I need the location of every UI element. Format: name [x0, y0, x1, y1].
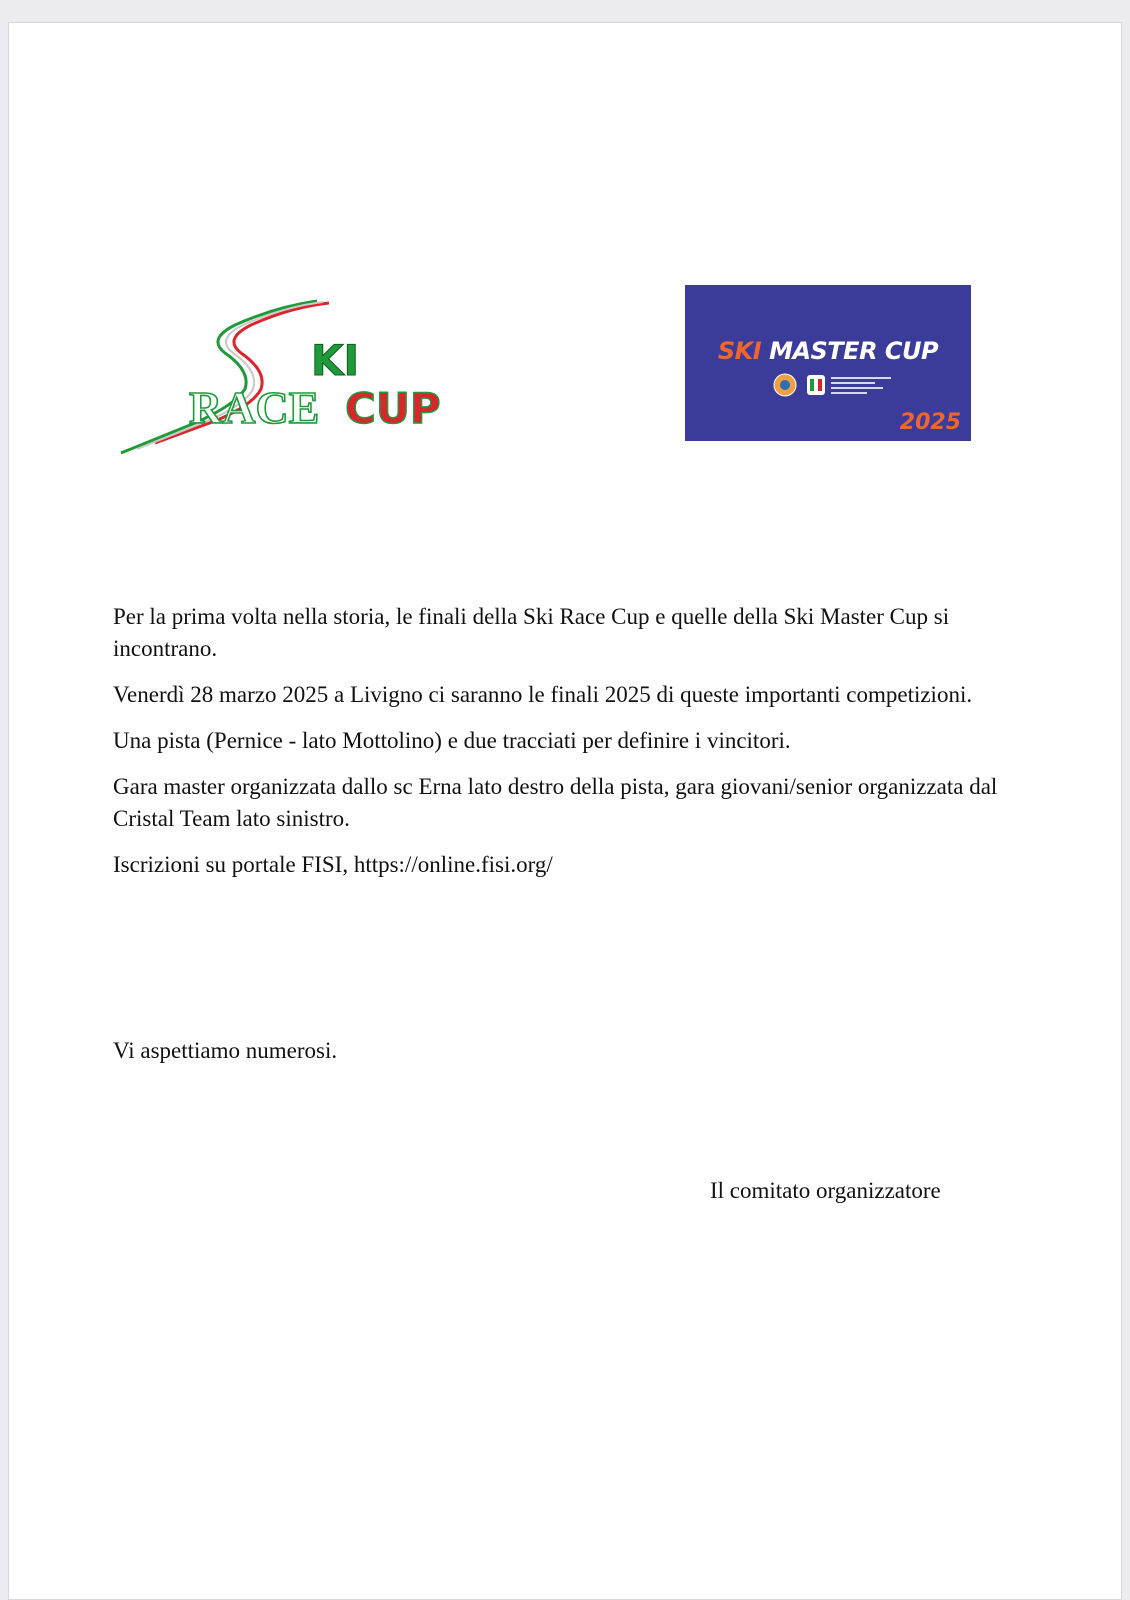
closing-line: Vi aspettiamo numerosi.	[113, 1038, 338, 1063]
ski-master-cup-logo-master-cup: MASTER CUP	[769, 337, 939, 365]
paragraph-date-location: Venerdì 28 marzo 2025 a Livigno ci saranno le finali 2025 di queste importanti competizioni.	[113, 682, 973, 707]
paragraph-intro: Per la prima volta nella storia, le finali della Ski Race Cup e quelle della Ski Master Cup si incontrano.	[113, 604, 950, 661]
paragraph-registration: Iscrizioni su portale FISI, https://online.fisi.org/	[113, 852, 553, 877]
ski-master-cup-logo-ski: SKI	[717, 337, 762, 365]
document-page	[8, 22, 1122, 1600]
paragraph-organization: Gara master organizzata dallo sc Erna lato destro della pista, gara giovani/senior organizzata dal Cristal Team lato sinistro.	[113, 774, 998, 831]
letter-body	[113, 601, 1013, 895]
ski-master-cup-logo-title	[685, 337, 971, 365]
ski-master-cup-logo	[685, 285, 971, 441]
ski-race-cup-logo-ki: KI	[311, 336, 360, 385]
ski-master-cup-logo-year: 2025	[899, 410, 961, 435]
paragraph-track: Una pista (Pernice - lato Mottolino) e due tracciati per definire i vincitori.	[113, 728, 791, 753]
ski-race-cup-logo	[115, 293, 475, 463]
ski-race-cup-logo-graphic	[115, 293, 475, 463]
federation-badges-icon	[773, 371, 903, 399]
ski-race-cup-logo-race: RACE	[189, 382, 320, 433]
ski-race-cup-logo-cup: CUP	[345, 384, 441, 433]
signature: Il comitato organizzatore	[710, 1178, 941, 1203]
